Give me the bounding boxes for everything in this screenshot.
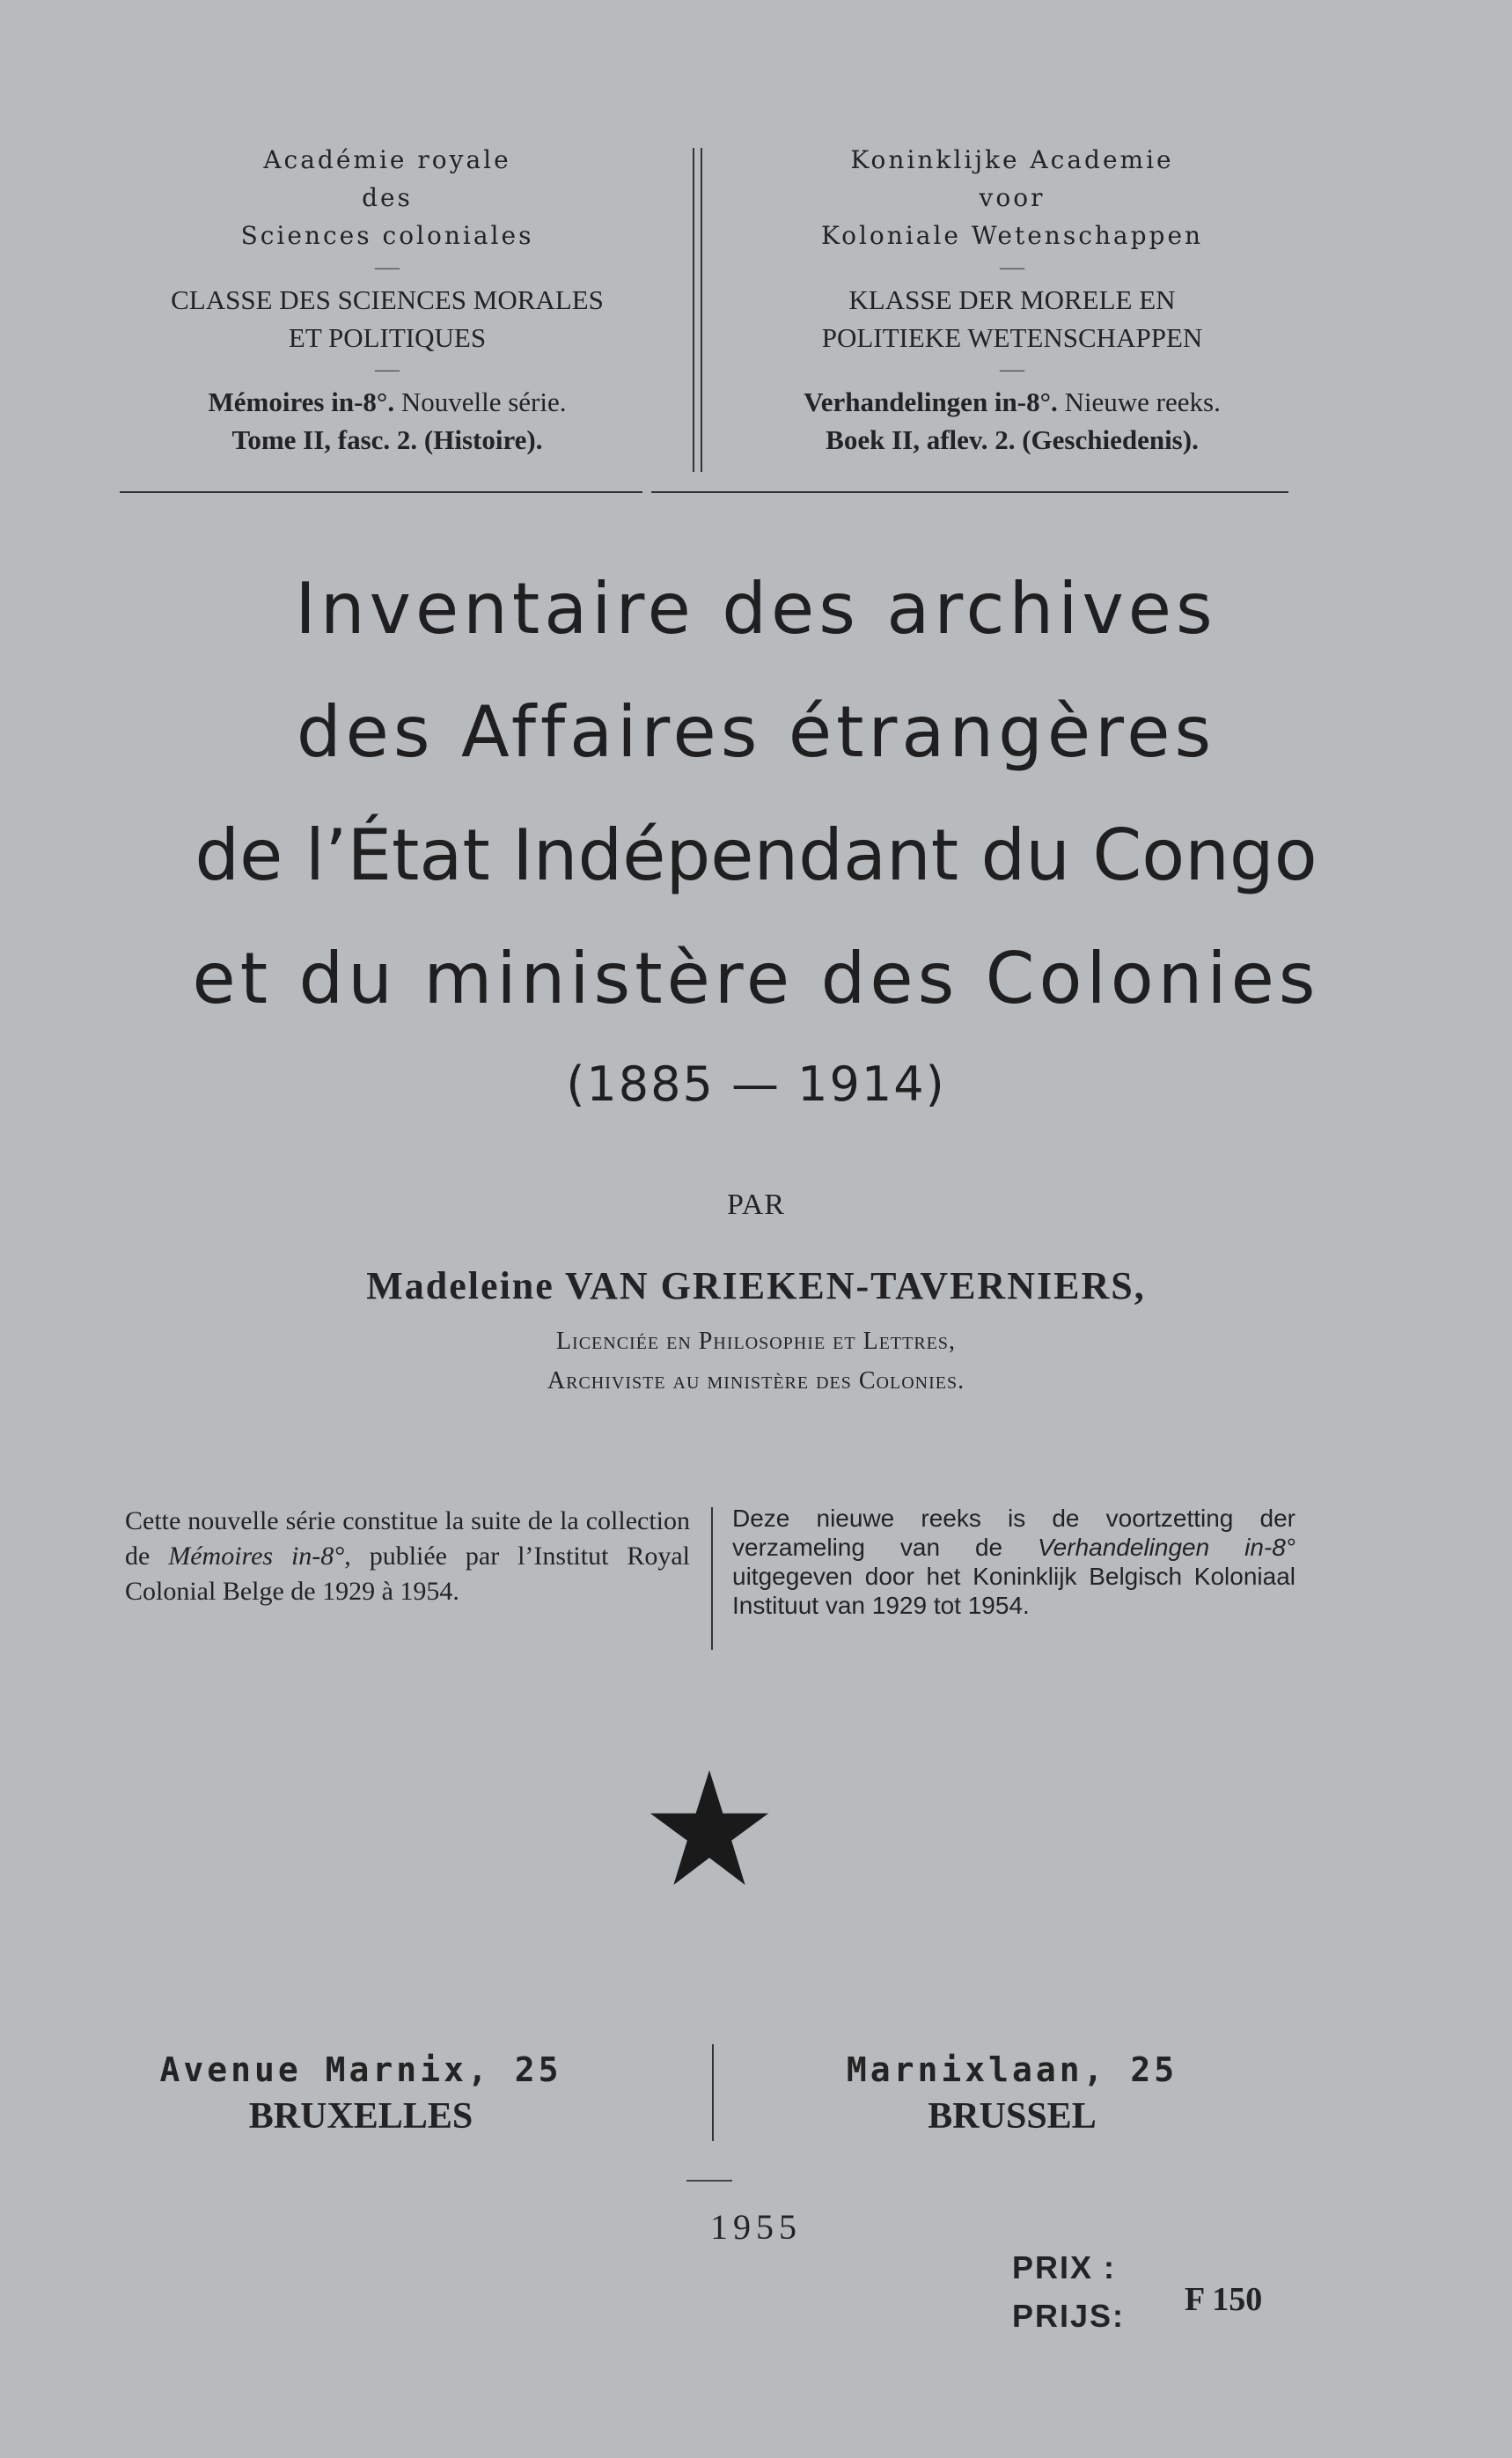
title-dates: (1885 — 1914): [566, 1056, 946, 1112]
author-credential-1: Licenciée en Philosophie et Lettres,: [555, 1328, 957, 1355]
volume-info-fr: Tome II, fasc. 2. (Histoire).: [231, 424, 543, 455]
header-separator: —: [375, 254, 400, 281]
class-name-nl-line2: POLITIEKE WETENSCHAPPEN: [821, 322, 1203, 353]
volume-info-nl: Boek II, aflev. 2. (Geschiedenis).: [826, 424, 1199, 455]
address-divider: [712, 2044, 714, 2141]
notice-nl-text: Deze nieuwe reeks is de voortzetting der verzameling van de: [732, 1505, 1295, 1561]
title-line-2: des Affaires étrangères: [296, 691, 1216, 773]
year-separator: [686, 2180, 732, 2182]
institution-name-fr-line3: Sciences coloniales: [240, 221, 534, 250]
star-icon: [648, 1768, 771, 1891]
series-info-fr: [106, 383, 669, 421]
header-right-column: [730, 141, 1294, 459]
series-name-fr: Nouvelle série.: [394, 386, 567, 417]
header-separator: —: [1000, 254, 1024, 281]
price-label-fr: PRIX :: [1012, 2249, 1117, 2285]
title-line-3: de l’État Indépendant du Congo: [195, 814, 1317, 896]
series-info-nl: [730, 383, 1294, 421]
title-line-4: et du ministère des Colonies: [192, 938, 1320, 1019]
header-separator: —: [1000, 356, 1024, 383]
series-label-fr: Mémoires in-8°.: [208, 386, 395, 417]
series-notice-fr: [125, 1504, 690, 1609]
class-name-nl: KLASSE DER MORELE EN: [848, 284, 1176, 315]
publication-year: 1955: [710, 2207, 802, 2247]
author-credential-2: Archiviste au ministère des Colonies.: [547, 1367, 965, 1395]
institution-name-fr: Académie royale: [263, 145, 511, 174]
series-notice-nl: [732, 1504, 1295, 1620]
address-nl: [748, 2048, 1276, 2141]
address-fr: [97, 2048, 625, 2141]
author-name: Madeleine VAN GRIEKEN-TAVERNIERS,: [366, 1264, 1146, 1307]
city-nl: BRUSSEL: [928, 2096, 1097, 2137]
notice-fr-text-end: , publiée par l’Institut Royal Colonial Belge de 1929 à 1954.: [125, 1542, 690, 1606]
header-rule-right: [651, 491, 1288, 493]
street-address-fr: Avenue Marnix, 25: [159, 2050, 562, 2089]
street-address-nl: Marnixlaan, 25: [846, 2050, 1178, 2089]
price-value: F 150: [1185, 2281, 1263, 2318]
institution-name-nl-line3: Koloniale Wetenschappen: [820, 221, 1204, 250]
notice-fr-text: Cette nouvelle série constitue la suite de la collection de: [125, 1506, 690, 1571]
header-separator: —: [375, 356, 400, 383]
series-label-nl: Verhandelingen in-8°.: [804, 386, 1058, 417]
class-name-fr-line2: ET POLITIQUES: [288, 322, 487, 353]
header-left-column: [106, 141, 669, 459]
header-divider: [693, 148, 702, 472]
notice-nl-series-title: Verhandelingen in-8°: [1038, 1534, 1295, 1561]
title-line-1: Inventaire des archives: [295, 568, 1217, 650]
class-name-fr: CLASSE DES SCIENCES MORALES: [171, 284, 604, 315]
institution-name-nl: Koninklijke Academie: [850, 145, 1174, 174]
series-name-nl: Nieuwe reeks.: [1057, 386, 1221, 417]
institution-name-nl-line2: voor: [979, 183, 1046, 212]
city-fr: BRUXELLES: [248, 2096, 473, 2137]
by-label: PAR: [726, 1189, 786, 1221]
institution-name-fr-line2: des: [362, 183, 413, 212]
price-label-nl: PRIJS:: [1012, 2298, 1126, 2334]
notice-nl-text-end: uitgegeven door het Koninklijk Belgisch Koloniaal Instituut van 1929 tot 1954.: [732, 1563, 1295, 1619]
notice-divider: [711, 1507, 713, 1650]
header-rule-left: [120, 491, 642, 493]
notice-fr-series-title: Mémoires in-8°: [168, 1542, 345, 1571]
